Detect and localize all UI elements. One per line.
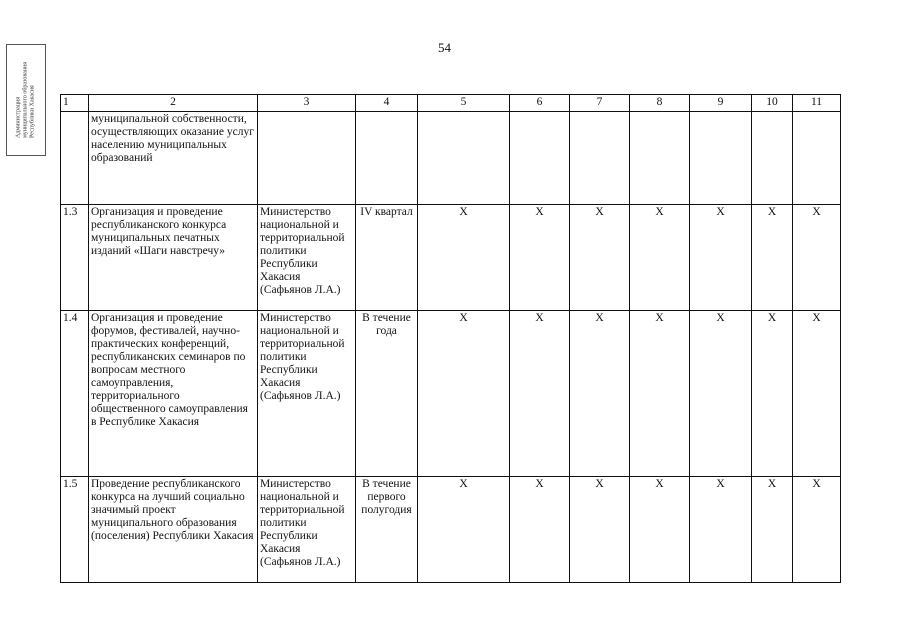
row-mark: X: [418, 477, 510, 583]
row-mark: X: [630, 477, 690, 583]
row-mark: X: [630, 205, 690, 311]
side-stamp: [6, 44, 46, 156]
row-mark: X: [570, 477, 630, 583]
row-mark: [793, 112, 841, 205]
column-header: 7: [570, 95, 630, 112]
row-period: В течение первого полугодия: [356, 477, 418, 583]
row-number: 1.5: [61, 477, 89, 583]
main-table: [60, 94, 841, 583]
row-mark: X: [510, 477, 570, 583]
column-header: 1: [61, 95, 89, 112]
row-mark: X: [690, 311, 752, 477]
row-mark: X: [510, 205, 570, 311]
table-row: [61, 205, 841, 311]
column-header: 4: [356, 95, 418, 112]
page-number: 54: [438, 40, 451, 55]
row-mark: [570, 112, 630, 205]
row-executor: Министерство национальной и территориальной политики Республики Хакасия (Сафьянов Л.А.): [258, 205, 356, 311]
column-header: 11: [793, 95, 841, 112]
table-row: [61, 311, 841, 477]
row-period: IV квартал: [356, 205, 418, 311]
table-row: [61, 112, 841, 205]
column-header: 8: [630, 95, 690, 112]
row-mark: X: [690, 205, 752, 311]
row-executor: [258, 112, 356, 205]
row-period: [356, 112, 418, 205]
row-mark: [630, 112, 690, 205]
row-mark: X: [570, 311, 630, 477]
row-mark: X: [510, 311, 570, 477]
row-number: 1.4: [61, 311, 89, 477]
row-activity: Организация и проведение форумов, фестивалей, научно-практических конференций, республиканских семинаров по вопросам местного самоуправления, территориального общественного самоуправления в Республике Хакасия: [89, 311, 258, 477]
row-mark: [690, 112, 752, 205]
side-stamp-line: муниципального образования: [22, 62, 29, 138]
row-number: [61, 112, 89, 205]
column-header: 10: [752, 95, 793, 112]
side-stamp-line: Республики Хакасия: [29, 85, 36, 138]
row-executor: Министерство национальной и территориальной политики Республики Хакасия (Сафьянов Л.А.): [258, 311, 356, 477]
side-stamp-line: Администрация: [15, 96, 22, 138]
row-mark: [752, 112, 793, 205]
row-mark: X: [418, 205, 510, 311]
row-mark: X: [418, 311, 510, 477]
row-executor: Министерство национальной и территориальной политики Республики Хакасия (Сафьянов Л.А.): [258, 477, 356, 583]
row-mark: X: [570, 205, 630, 311]
row-mark: X: [690, 477, 752, 583]
column-header: 6: [510, 95, 570, 112]
row-number: 1.3: [61, 205, 89, 311]
row-period: В течение года: [356, 311, 418, 477]
table-row: [61, 477, 841, 583]
row-mark: [510, 112, 570, 205]
table-header-row: [61, 95, 841, 112]
row-activity: Организация и проведение республиканского конкурса муниципальных печатных изданий «Шаги навстречу»: [89, 205, 258, 311]
row-mark: X: [752, 311, 793, 477]
row-mark: [418, 112, 510, 205]
side-stamp-text: [16, 62, 37, 138]
row-mark: X: [752, 477, 793, 583]
column-header: 3: [258, 95, 356, 112]
row-mark: X: [793, 205, 841, 311]
row-mark: X: [752, 205, 793, 311]
row-mark: X: [793, 311, 841, 477]
column-header: 9: [690, 95, 752, 112]
row-mark: X: [630, 311, 690, 477]
column-header: 5: [418, 95, 510, 112]
row-mark: X: [793, 477, 841, 583]
column-header: 2: [89, 95, 258, 112]
row-activity: муниципальной собственности, осуществляющих оказание услуг населению муниципальных образований: [89, 112, 258, 205]
row-activity: Проведение республиканского конкурса на лучший социально значимый проект муниципального образования (поселения) Республики Хакасия: [89, 477, 258, 583]
